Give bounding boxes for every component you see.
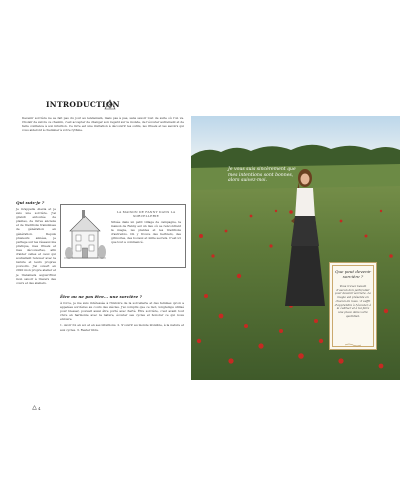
section-body: Je m'appelle Alexia et je suis une sorcière. J'ai grandi entourée de plantes, de livres anciens et de traditions transmises de génération en génération. Depuis plusieurs années, je partage sur les réseaux ma pratique, mes rituels et mes découvertes, afin d'aider celles et ceux qui souhaitent renouer avec la nature et leurs propres pouvoirs. J'ai ouvert en 2020 mon propre atelier et je transmets aujourd'hui mon savoir à travers des cours et des ateliers.: [16, 207, 56, 285]
page-number: 4: [38, 406, 41, 411]
section-list: 1. Avoir foi en soi et en ses intuitions. 2. S'ouvrir au monde invisible, à la nature et aux cycles. 3. Rester libre.: [60, 323, 184, 332]
section-heading: Être ou ne pas être... une sorcière ?: [60, 294, 142, 299]
house-illustration: [64, 208, 106, 263]
section-heading: Qui suis-je ?: [16, 200, 45, 205]
sidebar-box: [60, 204, 186, 268]
info-card: [329, 262, 377, 350]
pull-quote: Je vous suis sincèrement que mes intentions sont bonnes, alors suivez-moi.: [228, 167, 296, 184]
card-body: Vous n'avez besoin d'aucun don particulier pour devenir sorcière. La magie est présente en chacun de nous : il suffit d'apprendre à l'écouter, à la cultiver et à lui faire une place dans votre quotidien.: [334, 284, 372, 318]
page-title: INTRODUCTION: [46, 100, 120, 109]
intro-paragraph: Devenir sorcière ne se fait pas du jour au lendemain, mais pas à pas, sans savoir tout de suite où l'on va. Choisir de suivre ce chemin, c'est accepter de changer son regard sur le monde, de l'écouter autrement et de faire confiance à son intuition. Ce livre est une invitation à découvrir les outils, les rituels et les savoirs qui vous aideront à cheminer à votre rythme.: [22, 116, 184, 133]
triangle-ornament-icon: [104, 99, 116, 111]
section-body: À force, je me suis intéressée à l'histoire de la sorcellerie et des femmes qu'on a appelées sorcières au cours des siècles. J'ai compris que ce mot, longtemps utilisé pour blesser, pouvait aussi être porté avec fierté. Être sorcière, c'est avant tout vivre en harmonie avec la nature, écouter ses cycles et honorer ce qui nous entoure.: [60, 301, 184, 322]
left-page: [16, 100, 190, 412]
sidebar-title: LA MAISON DE FANNY DANS LA SORCELLERIE: [116, 210, 176, 218]
be-or-not-section: [60, 294, 184, 332]
sidebar-body: Située dans un petit village de campagne, la maison de Fanny est un lieu où se rencontrent la magie, les plantes et les traditions d'autrefois. On y trouve des herbiers, des grimoires, des bocaux et mille secrets. C'est ici que tout a commencé.: [111, 220, 181, 245]
page-number-ornament-icon: [32, 405, 37, 410]
flourish-icon: [344, 343, 362, 347]
card-title: Que peut devenir sorcière ?: [334, 269, 372, 279]
who-am-i-section: [16, 200, 56, 285]
